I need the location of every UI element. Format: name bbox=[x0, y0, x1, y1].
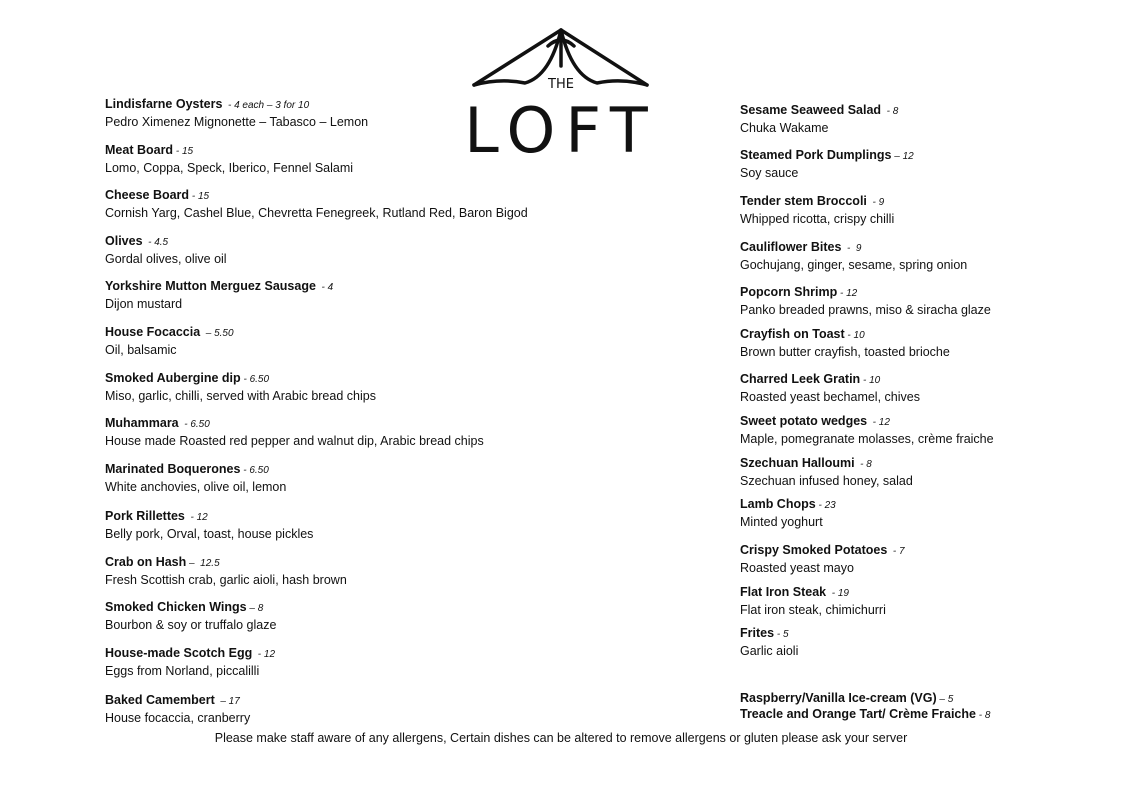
menu-item-price: 10 bbox=[869, 375, 881, 386]
menu-item bbox=[740, 147, 914, 181]
menu-item-name: Treacle and Orange Tart/ Crème Fraiche bbox=[740, 707, 976, 721]
menu-item-heading bbox=[105, 324, 234, 342]
menu-item-price: 19 bbox=[837, 588, 849, 599]
menu-item bbox=[105, 370, 376, 404]
price-separator: – bbox=[246, 603, 258, 614]
menu-item-heading bbox=[105, 599, 276, 617]
menu-item-description: Szechuan infused honey, salad bbox=[740, 474, 913, 488]
menu-item-price: 12 bbox=[846, 288, 858, 299]
menu-item-description: Pedro Ximenez Mignonette – Tabasco – Lemon bbox=[105, 115, 369, 129]
roof-logo-icon bbox=[470, 26, 652, 158]
price-separator: - bbox=[975, 710, 985, 721]
menu-item-price: 9 bbox=[878, 197, 885, 208]
menu-item-description: Brown butter crayfish, toasted brioche bbox=[740, 345, 950, 359]
menu-item-heading bbox=[740, 496, 836, 514]
menu-item-name: Smoked Chicken Wings bbox=[105, 600, 247, 614]
menu-item-price: 12 bbox=[878, 417, 890, 428]
menu-item bbox=[105, 415, 484, 449]
allergen-notice: Please make staff aware of any allergens, Certain dishes can be altered to remove allergens or gluten please ask your server bbox=[214, 731, 908, 745]
menu-item-price: 12 bbox=[263, 649, 276, 660]
menu-item-heading bbox=[105, 645, 275, 663]
menu-item bbox=[740, 102, 898, 136]
price-separator: - bbox=[844, 330, 854, 341]
menu-item-price: 23 bbox=[824, 500, 836, 511]
menu-item-heading bbox=[740, 455, 913, 473]
menu-item-description: Fresh Scottish crab, garlic aioli, hash brown bbox=[105, 573, 347, 587]
menu-item-name: Olives bbox=[105, 234, 143, 248]
price-separator: - bbox=[184, 512, 197, 523]
menu-item-heading bbox=[105, 278, 333, 296]
price-separator: - bbox=[178, 419, 191, 430]
menu-item bbox=[105, 508, 313, 542]
menu-item-description: Eggs from Norland, piccalilli bbox=[105, 664, 260, 678]
price-separator: - bbox=[826, 588, 838, 599]
price-separator: - bbox=[173, 146, 182, 157]
menu-item-description: Maple, pomegranate molasses, crème fraiche bbox=[740, 432, 994, 446]
menu-item-name: Meat Board bbox=[105, 143, 174, 157]
price-separator: – bbox=[200, 328, 215, 339]
menu-item-description: Roasted yeast mayo bbox=[740, 561, 854, 575]
menu-item-price: 8 bbox=[866, 459, 872, 470]
price-separator: – bbox=[186, 558, 201, 569]
menu-item-name: Lindisfarne Oysters bbox=[105, 97, 223, 111]
menu-item bbox=[105, 278, 333, 312]
price-separator: - bbox=[815, 500, 825, 511]
menu-item-price: 4.5 bbox=[154, 237, 169, 248]
menu-item-price: 10 bbox=[853, 330, 865, 341]
menu-item-heading bbox=[105, 187, 528, 205]
price-separator: - bbox=[866, 197, 879, 208]
menu-item bbox=[105, 324, 234, 358]
menu-item-price: 7 bbox=[898, 546, 905, 557]
menu-item-price: 5.50 bbox=[214, 328, 234, 339]
menu-item bbox=[105, 645, 275, 679]
menu-item-description: Belly pork, Orval, toast, house pickles bbox=[105, 527, 314, 541]
price-separator: - bbox=[189, 191, 198, 202]
menu-item-name: Szechuan Halloumi bbox=[740, 456, 855, 470]
menu-item-heading bbox=[740, 284, 991, 302]
menu-item-description: Cornish Yarg, Cashel Blue, Chevretta Fenegreek, Rutland Red, Baron Bigod bbox=[105, 206, 528, 220]
menu-item bbox=[105, 599, 276, 633]
menu-item-heading bbox=[105, 233, 227, 251]
menu-item-description: Oil, balsamic bbox=[105, 343, 177, 357]
menu-item-price: 12 bbox=[902, 151, 914, 162]
menu-item-name: Popcorn Shrimp bbox=[740, 285, 838, 299]
menu-item bbox=[740, 584, 886, 618]
menu-item-name: Flat Iron Steak bbox=[740, 585, 827, 599]
menu-item bbox=[740, 413, 994, 447]
menu-item-price: 6.50 bbox=[249, 374, 270, 385]
price-separator: – bbox=[936, 694, 948, 705]
menu-item bbox=[740, 193, 894, 227]
menu-item bbox=[740, 326, 950, 360]
menu-item-heading bbox=[740, 625, 798, 643]
menu-item-description: Panko breaded prawns, miso & siracha glaze bbox=[740, 303, 991, 317]
menu-item-description: Flat iron steak, chimichurri bbox=[740, 603, 886, 617]
menu-item bbox=[105, 554, 347, 588]
price-separator: - bbox=[252, 649, 264, 660]
menu-item-description: Dijon mustard bbox=[105, 297, 183, 311]
logo-loft-text: LOFT bbox=[470, 94, 652, 158]
menu-item-price: 12 bbox=[196, 512, 208, 523]
menu-item-description: Minted yoghurt bbox=[740, 515, 823, 529]
loft-logo bbox=[470, 26, 652, 158]
menu-item-price: 9 bbox=[855, 243, 862, 254]
price-separator: - bbox=[837, 288, 847, 299]
menu-item-heading bbox=[740, 706, 990, 724]
menu-item bbox=[105, 461, 286, 495]
menu-item-description: Gochujang, ginger, sesame, spring onion bbox=[740, 258, 968, 272]
menu-item-name: Lamb Chops bbox=[740, 497, 816, 511]
logo-the-text: THE bbox=[548, 77, 574, 92]
menu-item-name: Frites bbox=[740, 626, 775, 640]
menu-item-description: Chuka Wakame bbox=[740, 121, 829, 135]
menu-item-heading bbox=[105, 415, 484, 433]
price-separator: - bbox=[867, 417, 879, 428]
menu-item-description: House focaccia, cranberry bbox=[105, 711, 251, 725]
menu-item-name: Charred Leek Gratin bbox=[740, 372, 861, 386]
menu-item-price: 17 bbox=[228, 696, 240, 707]
menu-item-description: Gordal olives, olive oil bbox=[105, 252, 227, 266]
menu-item-price: 12.5 bbox=[200, 558, 220, 569]
menu-item-heading bbox=[105, 96, 368, 114]
menu-item-name: Sesame Seaweed Salad bbox=[740, 103, 882, 117]
menu-item-heading bbox=[105, 554, 347, 572]
menu-item-price: 15 bbox=[181, 146, 194, 157]
menu-item-heading bbox=[740, 193, 894, 211]
menu-item bbox=[740, 706, 990, 724]
menu-item-price: 8 bbox=[257, 603, 264, 614]
menu-item-name: Raspberry/Vanilla Ice-cream (VG) bbox=[740, 691, 937, 705]
menu-item-price: 4 each – 3 for 10 bbox=[234, 100, 310, 111]
menu-item-name: Muhammara bbox=[105, 416, 179, 430]
menu-item-name: Crab on Hash bbox=[105, 555, 187, 569]
menu-item-price: 15 bbox=[197, 191, 210, 202]
price-separator: – bbox=[891, 151, 903, 162]
menu-item-description: Roasted yeast bechamel, chives bbox=[740, 390, 920, 404]
menu-item-heading bbox=[740, 102, 898, 120]
price-separator: - bbox=[240, 465, 250, 476]
menu-item bbox=[740, 284, 991, 318]
menu-item-price: 5 bbox=[947, 694, 954, 705]
menu-item-heading bbox=[105, 692, 250, 710]
menu-item-description: Miso, garlic, chilli, served with Arabic bread chips bbox=[105, 389, 376, 403]
menu-item-name: Sweet potato wedges bbox=[740, 414, 868, 428]
menu-item-name: Crayfish on Toast bbox=[740, 327, 845, 341]
price-separator: - bbox=[887, 546, 899, 557]
menu-item bbox=[105, 692, 250, 726]
menu-item-heading bbox=[105, 508, 313, 526]
menu-item-heading bbox=[105, 142, 353, 160]
menu-item-name: Steamed Pork Dumplings bbox=[740, 148, 892, 162]
menu-item bbox=[740, 371, 920, 405]
menu-item-price: 6.50 bbox=[249, 465, 269, 476]
menu-item bbox=[105, 233, 227, 267]
menu-item-heading bbox=[740, 147, 914, 165]
menu-item-price: 8 bbox=[892, 106, 899, 117]
menu-item-price: 5 bbox=[782, 629, 789, 640]
menu-item-price: 8 bbox=[984, 710, 991, 721]
menu-item-description: Lomo, Coppa, Speck, Iberico, Fennel Salami bbox=[105, 161, 354, 175]
menu-item bbox=[740, 239, 967, 273]
price-separator: - bbox=[774, 629, 783, 640]
price-separator: - bbox=[841, 243, 856, 254]
menu-item-description: White anchovies, olive oil, lemon bbox=[105, 480, 287, 494]
menu-item-heading bbox=[740, 542, 905, 560]
menu-item-price: 6.50 bbox=[190, 419, 210, 430]
menu-item-name: Cauliflower Bites bbox=[740, 240, 842, 254]
menu-item-heading bbox=[105, 461, 286, 479]
price-separator: - bbox=[240, 374, 250, 385]
price-separator: - bbox=[854, 459, 867, 470]
menu-item-heading bbox=[105, 370, 376, 388]
menu-item-name: Marinated Boquerones bbox=[105, 462, 241, 476]
menu-item-heading bbox=[740, 584, 886, 602]
menu-item-heading bbox=[740, 413, 994, 431]
menu-item-description: Soy sauce bbox=[740, 166, 799, 180]
menu-item-description: Whipped ricotta, crispy chilli bbox=[740, 212, 895, 226]
price-separator: – bbox=[214, 696, 229, 707]
menu-item-name: Tender stem Broccoli bbox=[740, 194, 867, 208]
menu-item-description: Garlic aioli bbox=[740, 644, 799, 658]
menu-item-description: House made Roasted red pepper and walnut dip, Arabic bread chips bbox=[105, 434, 484, 448]
menu-item-name: Baked Camembert bbox=[105, 693, 215, 707]
menu-item-heading bbox=[740, 326, 950, 344]
price-separator: - bbox=[881, 106, 893, 117]
menu-item-description: Bourbon & soy or truffalo glaze bbox=[105, 618, 277, 632]
menu-item bbox=[740, 542, 905, 576]
menu-item-price: 4 bbox=[327, 282, 334, 293]
price-separator: - bbox=[142, 237, 155, 248]
menu-item-name: Yorkshire Mutton Merguez Sausage bbox=[105, 279, 316, 293]
menu-item-name: Pork Rillettes bbox=[105, 509, 185, 523]
menu-item bbox=[740, 625, 798, 659]
menu-item bbox=[740, 455, 913, 489]
menu-item bbox=[105, 142, 353, 176]
menu-item-heading bbox=[740, 239, 967, 257]
price-separator: - bbox=[315, 282, 328, 293]
price-separator: - bbox=[860, 375, 870, 386]
menu-item-name: Smoked Aubergine dip bbox=[105, 371, 241, 385]
menu-item-name: House Focaccia bbox=[105, 325, 201, 339]
menu-item-heading bbox=[740, 371, 920, 389]
price-separator: - bbox=[222, 100, 235, 111]
menu-item bbox=[105, 96, 368, 130]
menu-item-name: Cheese Board bbox=[105, 188, 190, 202]
menu-item-name: Crispy Smoked Potatoes bbox=[740, 543, 888, 557]
menu-item bbox=[740, 496, 836, 530]
menu-item-name: House-made Scotch Egg bbox=[105, 646, 253, 660]
menu-item bbox=[105, 187, 528, 221]
